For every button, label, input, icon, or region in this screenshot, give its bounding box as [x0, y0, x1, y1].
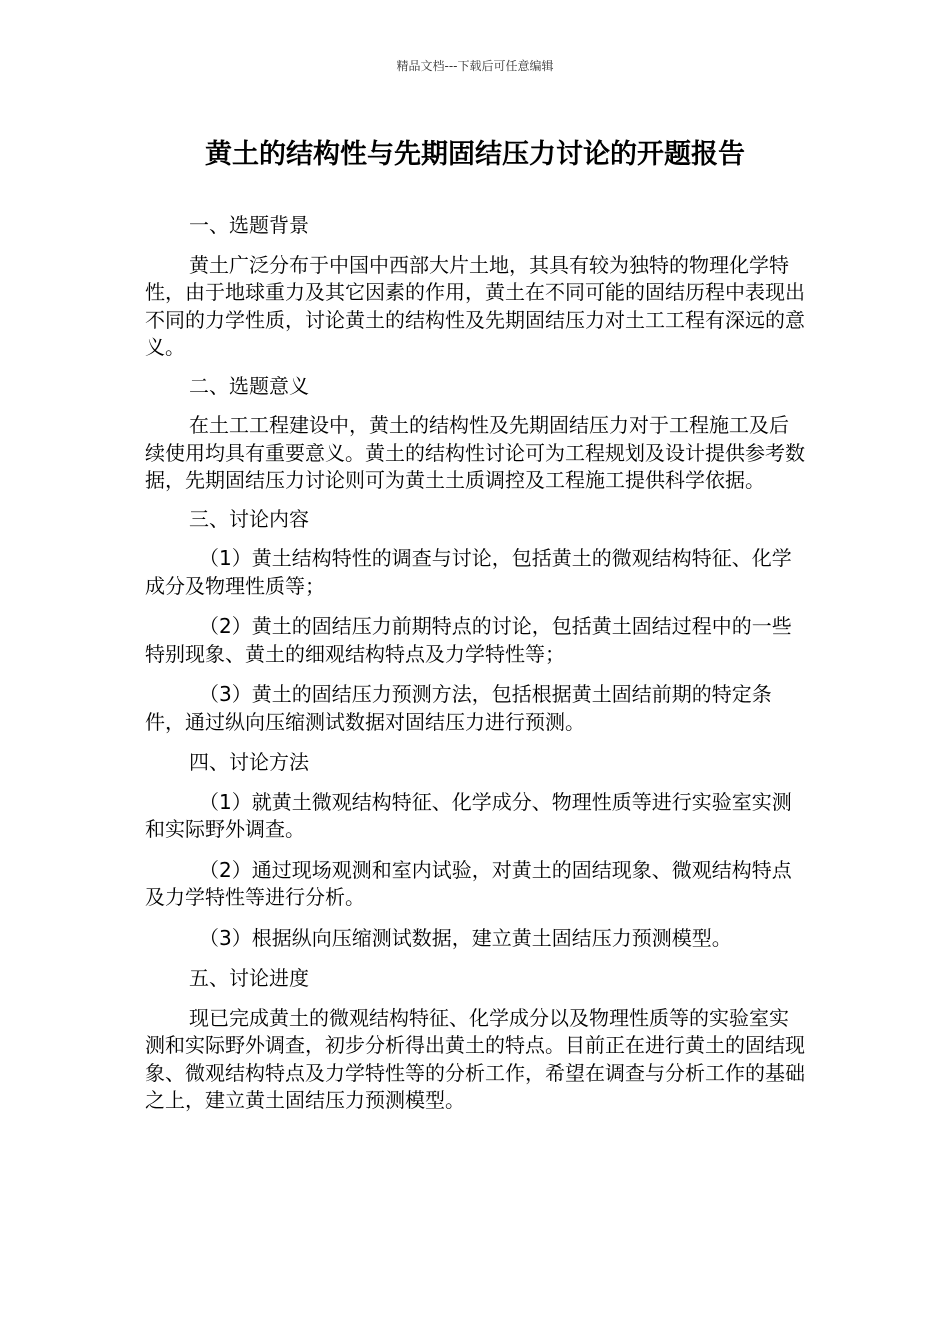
- method-item: （1）就黄土微观结构特征、化学成分、物理性质等进行实验室实测和实际野外调查。: [145, 789, 792, 841]
- section-paragraph-background: 黄土广泛分布于中国中西部大片土地，其具有较为独特的物理化学特性，由于地球重力及其它因素的作用，黄土在不同可能的固结历程中表现出不同的力学性质，讨论黄土的结构性及先期固结压力对土工工程有深远的意义。: [145, 252, 805, 359]
- section-heading-progress: 五、讨论进度: [189, 966, 309, 990]
- section-heading-content: 三、讨论内容: [189, 506, 309, 531]
- section-paragraph-significance: 在土工工程建设中，黄土的结构性及先期固结压力对于工程施工及后续使用均具有重要意义。黄土的结构性讨论可为工程规划及设计提供参考数据，先期固结压力讨论则可为黄土土质调控及工程施工提供科学依据。: [145, 413, 805, 492]
- method-item: （2）通过现场观测和室内试验，对黄土的固结现象、微观结构特点及力学特性等进行分析。: [145, 857, 792, 909]
- document-body: [145, 212, 807, 1126]
- content-item: （2）黄土的固结压力前期特点的讨论，包括黄土固结过程中的一些特别现象、黄土的细观结构特点及力学特性等；: [145, 614, 792, 666]
- section-heading-methods: 四、讨论方法: [189, 750, 309, 774]
- section-heading-significance: 二、选题意义: [189, 373, 309, 398]
- document-title: 黄土的结构性与先期固结压力讨论的开题报告: [205, 139, 745, 170]
- content-item: （3）黄土的固结压力预测方法，包括根据黄土固结前期的特定条件，通过纵向压缩测试数据对固结压力进行预测。: [145, 682, 772, 734]
- section-paragraph-progress: 现已完成黄土的微观结构特征、化学成分以及物理性质等的实验室实测和实际野外调查，初步分析得出黄土的特点。目前正在进行黄土的固结现象、微观结构特点及力学特性等的分析工作，希望在调查与分析工作的基础之上，建立黄土固结压力预测模型。: [145, 1005, 805, 1112]
- method-item: （3）根据纵向压缩测试数据，建立黄土固结压力预测模型。: [199, 925, 732, 950]
- content-item: （1）黄土结构特性的调查与讨论，包括黄土的微观结构特征、化学成分及物理性质等；: [145, 546, 792, 598]
- section-heading-background: 一、选题背景: [189, 213, 309, 237]
- header-note: 精品文档---下载后可任意编辑: [396, 59, 554, 73]
